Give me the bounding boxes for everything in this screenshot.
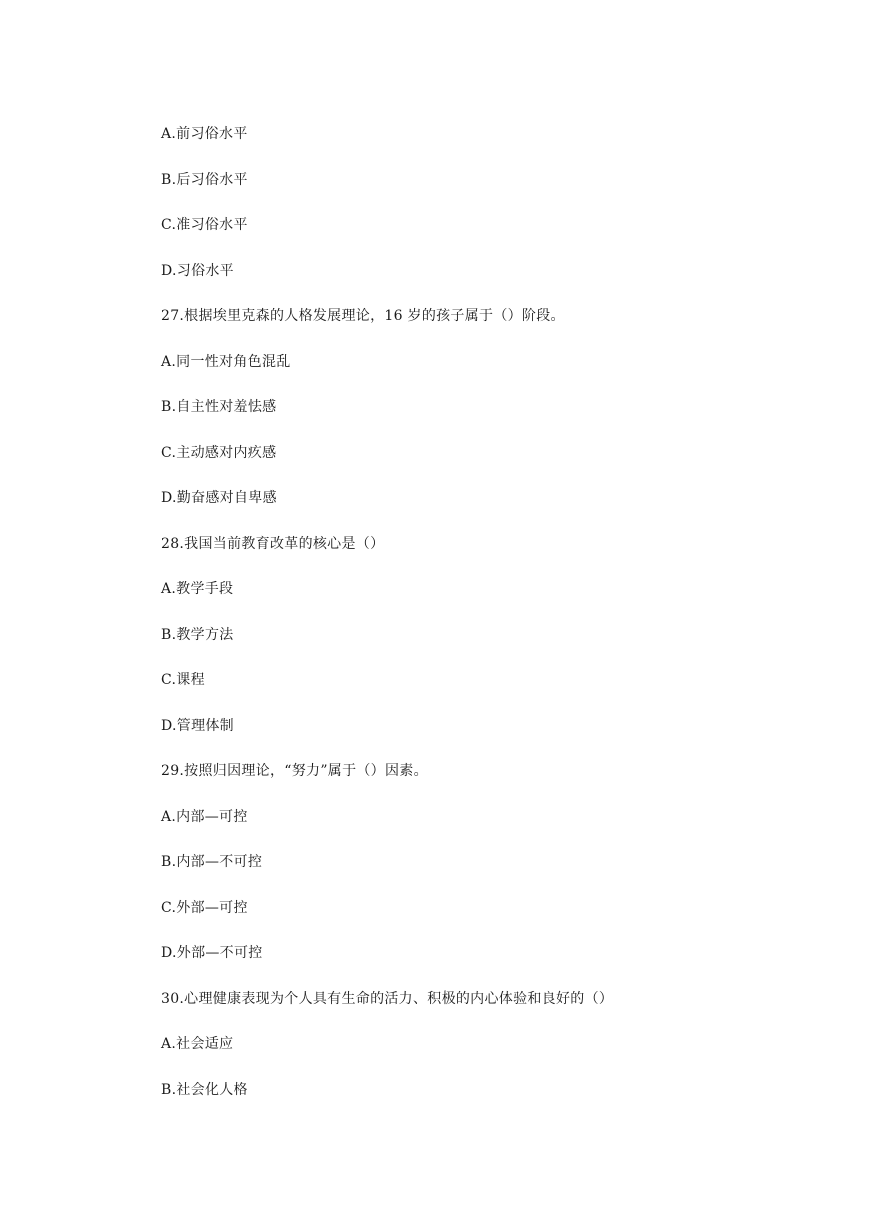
question-29-option-d: D.外部—不可控: [161, 945, 263, 961]
option-b-postconventional: B.后习俗水平: [161, 171, 248, 188]
option-c-quasiconventional: C.准习俗水平: [161, 217, 248, 233]
question-28: 28.我国当前教育改革的核心是（）: [161, 535, 385, 552]
question-27-option-d: D.勤奋感对自卑感: [161, 490, 277, 506]
question-30-option-b: B.社会化人格: [161, 1081, 248, 1098]
question-28-option-d: D.管理体制: [161, 717, 234, 734]
option-a-preconventional: A.前习俗水平: [161, 126, 248, 142]
document-page: [161, 124, 829, 1125]
question-27-option-b: B.自主性对羞怯感: [161, 399, 277, 415]
question-27: 27.根据埃里克森的人格发展理论，16 岁的孩子属于（）阶段。: [161, 308, 565, 324]
question-29-option-b: B.内部—不可控: [161, 854, 263, 870]
question-28-option-c: C.课程: [161, 672, 205, 688]
question-28-option-b: B.教学方法: [161, 626, 234, 643]
question-30: 30.心理健康表现为个人具有生命的活力、积极的内心体验和良好的（）: [161, 990, 614, 1007]
question-28-option-a: A.教学手段: [161, 581, 234, 597]
option-d-conventional: D.习俗水平: [161, 262, 234, 279]
question-29-option-a: A.内部—可控: [161, 808, 248, 825]
question-27-option-a: A.同一性对角色混乱: [161, 353, 291, 370]
question-29: 29.按照归因理论，“努力”属于（）因素。: [161, 763, 428, 779]
question-30-option-a: A.社会适应: [161, 1036, 234, 1052]
question-29-option-c: C.外部—可控: [161, 899, 248, 916]
question-27-option-c: C.主动感对内疚感: [161, 444, 277, 461]
